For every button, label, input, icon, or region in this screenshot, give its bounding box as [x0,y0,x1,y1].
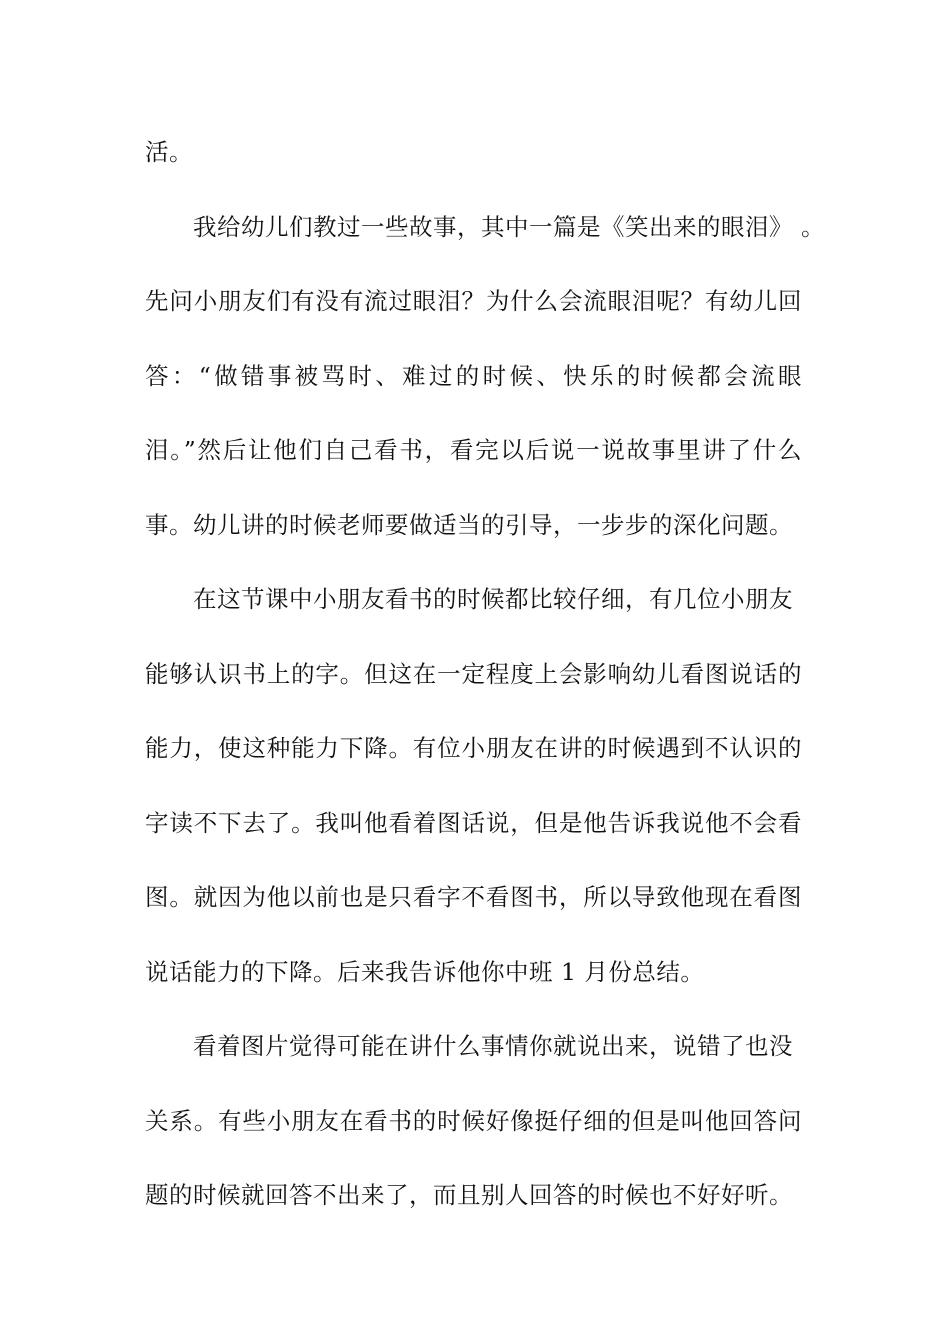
paragraph-1-line-3: 答：“做错事被骂时、难过的时候、快乐的时候都会流眼 [145,362,802,390]
paragraph-1-line-4: 泪。”然后让他们自己看书，看完以后说一说故事里讲了什么 [145,436,802,464]
paragraph-2-line-4: 字读不下去了。我叫他看着图话说，但是他告诉我说他不会看 [145,809,802,837]
paragraph-1-line-1: 我给幼儿们教过一些故事，其中一篇是《笑出来的眼泪》 。 [193,213,825,241]
text-line-1: 活。 [145,138,193,166]
paragraph-3-line-2: 关系。有些小朋友在看书的时候好像挺仔细的但是叫他回答问 [145,1107,802,1135]
paragraph-1-line-2: 先问小朋友们有没有流过眼泪？为什么会流眼泪呢？有幼儿回 [145,287,802,315]
paragraph-2-line-6: 说话能力的下降。后来我告诉他你中班 1 月份总结。 [145,958,705,986]
paragraph-2-line-1: 在这节课中小朋友看书的时候都比较仔细，有几位小朋友 [193,585,793,613]
paragraph-2-line-5: 图。就因为他以前也是只看字不看图书，所以导致他现在看图 [145,883,802,911]
paragraph-3-line-1: 看着图片觉得可能在讲什么事情你就说出来，说错了也没 [193,1032,793,1060]
paragraph-2-line-2: 能够认识书上的字。但这在一定程度上会影响幼儿看图说话的 [145,660,802,688]
paragraph-2-line-3: 能力，使这种能力下降。有位小朋友在讲的时候遇到不认识的 [145,734,802,762]
paragraph-1-line-5: 事。幼儿讲的时候老师要做适当的引导，一步步的深化问题。 [145,511,793,539]
paragraph-3-line-3: 题的时候就回答不出来了，而且别人回答的时候也不好好听。 [145,1181,793,1209]
